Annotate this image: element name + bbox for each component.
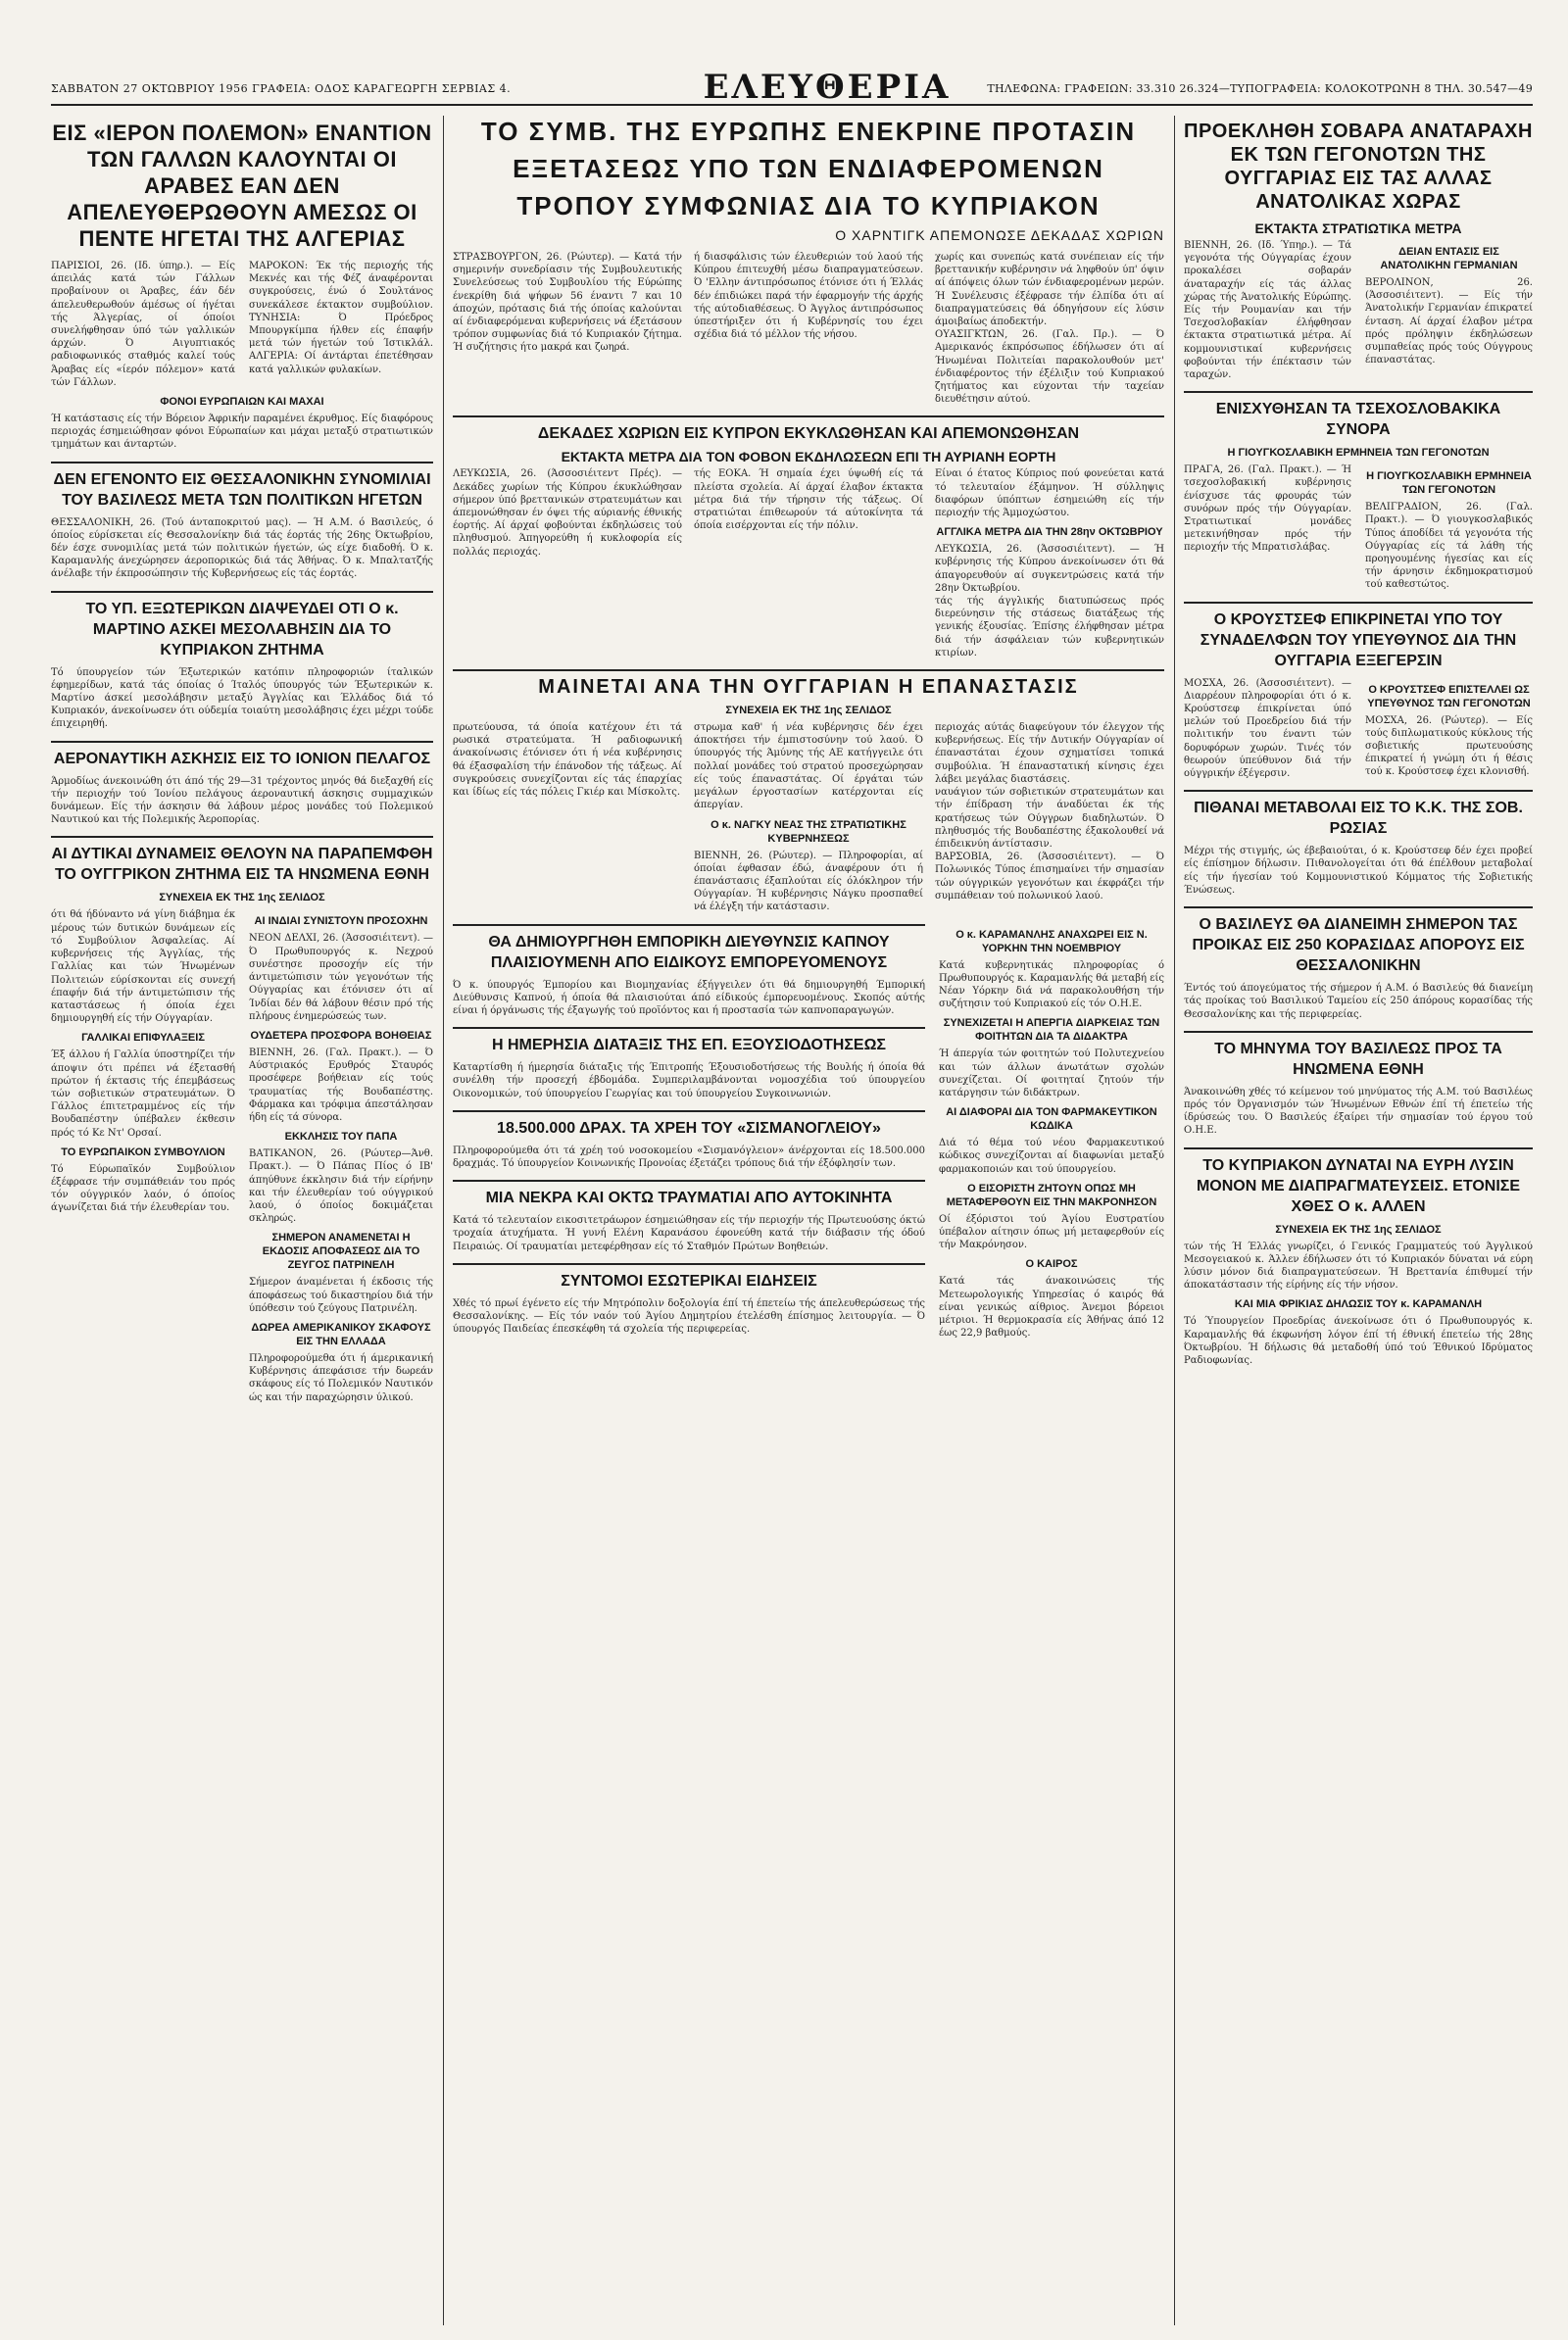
article-headline: Ο ΚΡΟΥΣΤΣΕΦ ΕΠΙΚΡΙΝΕΤΑΙ ΥΠΟ ΤΟΥ ΣΥΝΑΔΕΛΦΩΝ ΤΟΥ ΥΠΕΥΘΥΝΟΣ ΔΙΑ ΤΗΝ ΟΥΓΓΑΡΙΑ ΕΞΕΓΕΡΣΙΝ bbox=[1184, 602, 1533, 671]
article-text: Μέχρι τής στιγμής, ώς έβεβαιούται, ό κ. Κρούστσεφ δέν έχει προβεί είς έπίσημον δήλωσιν. Πιθανολογείται ότι θά έπέλθουν μεταβολαί είς τήν ήγεσίαν τού Κομμουνιστικού Κόμματος τής Σοβιετικής Ένώσεως. bbox=[1184, 846, 1533, 896]
article-headline: Η ΗΜΕΡΗΣΙΑ ΔΙΑΤΑΞΙΣ ΤΗΣ ΕΠ. ΕΞΟΥΣΙΟΔΟΤΗΣΕΩΣ bbox=[453, 1027, 925, 1055]
subheadline: ΣΥΝΕΧΙΖΕΤΑΙ Η ΑΠΕΡΓΙΑ ΔΙΑΡΚΕΙΑΣ ΤΩΝ ΦΟΙΤΗΤΩΝ ΔΙΑ ΤΑ ΔΙΔΑΚΤΡΑ bbox=[943, 1017, 1160, 1044]
article-text: ΠΡΑΓΑ, 26. (Γαλ. Πρακτ.). — Ή τσεχοσλοβακική κυβέρνησις ένίσχυσε τάς φρουράς τών συνόρων πρός τήν Ούγγαρίαν. Στρατιωτικαί μονάδες μετεκινήθησαν πρός τήν περιοχήν τής Μπρατισλάβας. bbox=[1184, 464, 1351, 554]
article-text: Είναι ό έτατος Κύπριος πού φονεύεται κατά τό τελευταίον έξάμηνον. Ή σύλληψις διαφόρων ύπόπτων έσημειώθη είς τήν περιοχήν τής Άμμοχώστου. bbox=[935, 468, 1164, 519]
subheadline: ΑΙ ΔΙΑΦΟΡΑΙ ΔΙΑ ΤΟΝ ΦΑΡΜΑΚΕΥΤΙΚΟΝ ΚΩΔΙΚΑ bbox=[946, 1106, 1157, 1133]
subheadline: ΣΗΜΕΡΟΝ ΑΝΑΜΕΝΕΤΑΙ Η ΕΚΔΟΣΙΣ ΑΠΟΦΑΣΕΩΣ ΔΙΑ ΤΟ ΖΕΥΓΟΣ ΠΑΤΡΙΝΕΛΗ bbox=[262, 1232, 420, 1272]
article-text: περιοχάς αύτάς διαφεύγουν τόν έλεγχον τής κυβερνήσεως. Είς τήν Δυτικήν Ούγγαρίαν οί έπαναστάται έχουν σχηματίσει τοπικά συμβούλια. Ή έπαναστατική κίνησις έχει λάβει μεγάλας διαστάσεις. bbox=[935, 722, 1164, 785]
article-text: ΘΕΣΣΑΛΟΝΙΚΗ, 26. (Τού άνταποκριτού μας). — Ή Α.Μ. ό Βασιλεύς, ό όποίος εύρίσκεται είς Θεσσαλονίκην διά τάς έορτάς τής 26ης Όκτωβρίου, δέν έσχε συνομιλίας μετά τών πολιτικών ήγετών, ώς είχε διαδοθή. Ό κ. Καραμανλής άνεχώρησεν άεροπορικώς διά τάς Άθήνας. Ό κ. Μπαλτατζής άνέλαβε τήν έκπροσώπησιν τής Κυβερνήσεως είς τάς έορτάς. bbox=[51, 516, 433, 580]
article-headline: ΔΕΚΑΔΕΣ ΧΩΡΙΩΝ ΕΙΣ ΚΥΠΡΟΝ ΕΚΥΚΛΩΘΗΣΑΝ ΚΑΙ ΑΠΕΜΟΝΩΘΗΣΑΝ bbox=[453, 415, 1164, 444]
article-text: ναυάγιον τών σοβιετικών στρατευμάτων και τήν έπίδραση τήν άναδύεται έκ τής κρατήσεως τών Ούγγρων διαδηλωτών. Ό πληθυσμός τής Βουδαπέστης έξακολουθεί νά έπιδεικνύη άντίστασιν. bbox=[935, 787, 1164, 850]
masthead bbox=[51, 68, 1533, 107]
article-text: πρωτεύουσα, τά όποία κατέχουν έτι τά ρωσικά στρατεύματα. Ή ραδιοφωνική άνακοίνωσις έτόνισεν ότι ή νέα κυβέρνησις θά έξασφαλίση τήν έπάνοδον τής τάξεως. Αί συγκρούσεις συνεχίζονται είς τάς έπαρχίας και ίδίως είς τάς πόλεις Γκιέρ και Μίσκολτς. bbox=[453, 722, 682, 799]
article-headline: ΔΕΝ ΕΓΕΝΟΝΤΟ ΕΙΣ ΘΕΣΣΑΛΟΝΙΚΗΝ ΣΥΝΟΜΙΛΙΑΙ ΤΟΥ ΒΑΣΙΛΕΩΣ ΜΕΤΑ ΤΩΝ ΠΟΛΙΤΙΚΩΝ ΗΓΕΤΩΝ bbox=[51, 462, 433, 511]
article-headline: ΘΑ ΔΗΜΙΟΥΡΓΗΘΗ ΕΜΠΟΡΙΚΗ ΔΙΕΥΘΥΝΣΙΣ ΚΑΠΝΟΥ ΠΛΑΙΣΙΟΥΜΕΝΗ ΑΠΟ ΕΙΔΙΚΟΥΣ ΕΜΠΟΡΕΥΟΜΕΝΟΥΣ bbox=[453, 924, 925, 973]
article-text: ΟΥΑΣΙΓΚΤΩΝ, 26. (Γαλ. Πρ.). — Ό Αμερικανός έκπρόσωπος έδήλωσεν ότι αί Ήνωμέναι Πολιτείαι παρακολουθούν μετ' ένδιαφέροντος τήν έξέλιξιν τού Κυπριακού ζητήματος και εύχονται τήν ταχείαν διευθέτησιν αύτού. bbox=[935, 329, 1164, 406]
subheadline: ΑΓΓΛΙΚΑ ΜΕΤΡΑ ΔΙΑ ΤΗΝ 28ην ΟΚΤΩΒΡΙΟΥ bbox=[936, 526, 1163, 539]
article-text: ΒΑΤΙΚΑΝΟΝ, 26. (Ρώυτερ—Άνθ. Πρακτ.). — Ό Πάπας Πίος ό ΙΒ' άπηύθυνε έκκλησιν διά τήν είρήνην και τήν έλευθερίαν τού ούγγρικού λαού, ό όποίος δοκιμάζεται σκληρώς. bbox=[249, 1148, 433, 1225]
article-text: ΜΟΣΧΑ, 26. (Ρώυτερ). — Είς τούς διπλωματικούς κύκλους τής σοβιετικής πρωτευούσης έπικρατεί ή γνώμη ότι ή θέσις τού κ. Κρούστσεφ έχει κλονισθή. bbox=[1365, 714, 1533, 778]
continuation-note: ΣΥΝΕΧΕΙΑ ΕΚ ΤΗΣ 1ης ΣΕΛΙΔΟΣ bbox=[159, 892, 325, 904]
main-headline: ΕΞΕΤΑΣΕΩΣ ΥΠΟ ΤΩΝ ΕΝΔΙΑΦΕΡΟΜΕΝΩΝ bbox=[513, 154, 1104, 183]
article-text: Άρμοδίως άνεκοινώθη ότι άπό τής 29—31 τρέχοντος μηνός θά διεξαχθή είς τήν περιοχήν τού Ίονίου πελάγους άεροναυτική άσκησις συμμαχικών δυνάμεων. Είς τήν άσκησιν θά λάβουν μέρος μονάδες τού Πολεμικού Ναυτικού και τής Πολεμικής Άεροπορίας. bbox=[51, 775, 433, 826]
article-text: Καταρτίσθη ή ήμερησία διάταξις τής Έπιτροπής Έξουσιοδοτήσεως τής Βουλής ή όποία θά συνέλθη τήν προσεχή έβδομάδα. Συμπεριλαμβάνονται νομοσχέδια τού ύπουργείου Οικονομικών, τού ύπουργείου Γεωργίας και τού ύπουργείου Συγκοινωνιών. bbox=[453, 1062, 925, 1099]
article-text: Πληροφορούμεθα ότι τά χρέη τού νοσοκομείου «Σισμανόγλειον» άνέρχονται είς 18.500.000 δραχμάς. Τό ύπουργείον Κοινωνικής Προνοίας έξετάζει τρόπους διά τήν έξόφλησίν των. bbox=[453, 1145, 925, 1169]
subheadline: ΟΥΔΕΤΕΡΑ ΠΡΟΣΦΟΡΑ ΒΟΗΘΕΙΑΣ bbox=[250, 1029, 432, 1042]
weather-heading: Ο ΚΑΙΡΟΣ bbox=[1025, 1258, 1078, 1271]
article-text: χωρίς και συνεπώς κατά συνέπειαν είς τήν βρεττανικήν κυβέρνησιν νά ληφθούν ύπ' όψιν αί άπόψεις όλων τών ένδιαφερομένων μερών. Ή Συνέλευσις έξέφρασε τήν έλπίδα ότι αί διαπραγματεύσεις θά όδηγήσουν είς λύσιν άμοιβαίως άποδεκτήν. bbox=[935, 252, 1164, 328]
article-text: ΒΙΕΝΝΗ, 26. (Ιδ. Ύπηρ.). — Τά γεγονότα τής Ούγγαρίας έχουν προκαλέσει σοβαράν άναταραχήν είς τάς άλλας χώρας τής Άνατολικής Εύρώπης. Είς τήν Ρουμανίαν και τήν Τσεχοσλοβακίαν έλήφθησαν έκτακτα στρατιωτικά μέτρα. Αί κομμουνιστικαί κυβερνήσεις φοβούνται τήν έπέκτασιν τών ταραχών. bbox=[1184, 240, 1351, 381]
continuation-note: ΣΥΝΕΧΕΙΑ ΕΚ ΤΗΣ 1ης ΣΕΛΙΔΟΣ bbox=[1275, 1223, 1442, 1236]
main-subheadline: Ο ΧΑΡΝΤΙΓΚ ΑΠΕΜΟΝΩΣΕ ΔΕΚΑΔΑΣ ΧΩΡΙΩΝ bbox=[835, 227, 1164, 243]
article-text: ΜΑΡΟΚΟΝ: Έκ τής περιοχής τής Μεκνές και τής Φέζ άναφέρονται συγκρούσεις, ένώ ό Σουλτάνος συνεκάλεσε έκτακτον συμβούλιον. ΤΥΝΗΣΙΑ: Ό Πρόεδρος Μπουργκίμπα ήλθεν είς έπαφήν μετά τών ήγετών τού Ίστικλάλ. ΑΛΓΕΡΙΑ: Οί άντάρται έπετέθησαν κατά γαλλικών φυλακίων. bbox=[249, 261, 433, 375]
subheadline: ΚΑΙ ΜΙΑ ΦΡΙΚΙΑΣ ΔΗΛΩΣΙΣ ΤΟΥ κ. ΚΑΡΑΜΑΝΛΗ bbox=[1234, 1298, 1483, 1311]
article-text: Έντός τού άπογεύματος τής σήμερον ή Α.Μ. ό Βασιλεύς θά διανείμη τάς προίκας τού Βασιλικού Ταμείου είς 250 άπόρους κορασίδας τής Θεσσαλονίκης και τής περιφερείας. bbox=[1184, 983, 1533, 1020]
subheadline: Ο ΕΙΣΟΡΙΣΤΗ ΖΗΤΟΥΝ ΟΠΩΣ ΜΗ ΜΕΤΑΦΕΡΘΟΥΝ ΕΙΣ ΤΗΝ ΜΑΚΡΟΝΗΣΟΝ bbox=[946, 1182, 1157, 1208]
article-text: Κατά κυβερνητικάς πληροφορίας ό Πρωθυπουργός κ. Καραμανλής θά μεταβή είς Νέαν Υόρκην διά νά παρακολουθήση τήν συζήτησιν τού Κυπριακού είς τόν Ο.Η.Ε. bbox=[939, 959, 1164, 1010]
article-text: ΒΑΡΣΟΒΙΑ, 26. (Άσσοσιέιτεντ). — Ό Πολωνικός Τύπος έπισημαίνει τήν σημασίαν τών ούγγρικών γεγονότων και έκφράζει τήν συμπάθειαν τού πολωνικού λαού. bbox=[935, 852, 1164, 902]
article-headline: 18.500.000 ΔΡΑΧ. ΤΑ ΧΡΕΗ ΤΟΥ «ΣΙΣΜΑΝΟΓΛΕΙΟΥ» bbox=[453, 1110, 925, 1139]
main-headline: ΤΡΟΠΟΥ ΣΥΜΦΩΝΙΑΣ ΔΙΑ ΤΟ ΚΥΠΡΙΑΚΟΝ bbox=[516, 191, 1101, 220]
article-text: Τό Εύρωπαϊκόν Συμβούλιον έξέφρασε τήν συμπάθειάν του πρός τόν ούγγρικόν λαόν, ό όποίος άγωνίζεται διά τήν έλευθερίαν του. bbox=[51, 1163, 235, 1214]
article-headline: ΣΥΝΤΟΜΟΙ ΕΣΩΤΕΡΙΚΑΙ ΕΙΔΗΣΕΙΣ bbox=[453, 1263, 925, 1292]
article-headline: ΤΟ ΜΗΝΥΜΑ ΤΟΥ ΒΑΣΙΛΕΩΣ ΠΡΟΣ ΤΑ ΗΝΩΜΕΝΑ ΕΘΝΗ bbox=[1184, 1031, 1533, 1080]
subheadline: ΓΑΛΛΙΚΑΙ ΕΠΙΦΥΛΑΞΕΙΣ bbox=[81, 1032, 205, 1045]
article-headline: ΕΙΣ «ΙΕΡΟΝ ΠΟΛΕΜΟΝ» ΕΝΑΝΤΙΟΝ ΤΩΝ ΓΑΛΛΩΝ ΚΑΛΟΥΝΤΑΙ ΟΙ ΑΡΑΒΕΣ ΕΑΝ ΔΕΝ ΑΠΕΛΕΥΘΕΡΩΘΟΥΝ ΑΜΕΣΩΣ ΟΙ ΠΕΝΤΕ ΗΓΕΤΑΙ ΤΗΣ ΑΛΓΕΡΙΑΣ bbox=[52, 121, 432, 251]
subheadline: ΤΟ ΕΥΡΩΠΑΙΚΟΝ ΣΥΜΒΟΥΛΙΟΝ bbox=[61, 1146, 225, 1158]
newspaper-title: ΕΛΕΥΘΕΡΙΑ bbox=[703, 68, 952, 107]
article-text: ΠΑΡΙΣΙΟΙ, 26. (Ιδ. ύπηρ.). — Είς άπειλάς κατά τών Γάλλων προβαίνουν οι Άραβες, έάν δέν άπελευθερωθούν άμέσως οί ήγέται τής Άλγερίας, οί όποίοι συνελήφθησαν ύπό τών γαλλικών άρχών. Ό Αιγυπτιακός ραδιοφωνικός σταθμός καλεί τούς Άραβας είς «ίερόν πόλεμον» κατά τών Γάλλων. bbox=[51, 261, 235, 388]
subheadline: Η ΓΙΟΥΓΚΟΣΛΑΒΙΚΗ ΕΡΜΗΝΕΙΑ ΤΩΝ ΓΕΓΟΝΟΤΩΝ bbox=[1366, 470, 1532, 497]
article-text: Ό κ. ύπουργός Έμπορίου και Βιομηχανίας έξήγγειλεν ότι θά δημιουργηθή Έμπορική Διεύθυνσις Καπνού, ή όποία θά πλαισιούται άπό είδικούς έμπορευομένους. Σκοπός αύτής είναι ή όργάνωσις τής έξαγωγής τού προϊόντος και ή προστασία τών καπνοπαραγωγών. bbox=[453, 979, 925, 1016]
article-text: τάς τής άγγλικής διατυπώσεως πρός διερεύνησιν τής στάσεως διατάξεως τής γενικής έξουσίας. Έπίσης έλήφθησαν μέτρα διά τήν άσφάλειαν τών κυβερνητικών κτιρίων. bbox=[935, 596, 1164, 658]
article-text: Κατά τό τελευταίον εικοσιτετράωρον έσημειώθησαν είς τήν περιοχήν τής Πρωτευούσης όκτώ τροχαία άτυχήματα. Ή γυνή Ελένη Καρανάσου έφονεύθη κατά τήν διάβασιν τής όδού Πειραιώς. Οί τραυματίαι μετεφέρθησαν είς τό Σταθμόν Πρώτων Βοηθειών. bbox=[453, 1215, 925, 1252]
article-text: ΛΕΥΚΩΣΙΑ, 26. (Άσσοσιέιτεντ). — Ή κυβέρνησις τής Κύπρου άνεκοίνωσεν ότι θά άπαγορευθούν αί συγκεντρώσεις κατά τήν 28ην Όκτωβρίου. bbox=[935, 544, 1164, 594]
subheadline: ΕΚΤΑΚΤΑ ΣΤΡΑΤΙΩΤΙΚΑ ΜΕΤΡΑ bbox=[1254, 220, 1462, 236]
article-text: Ή κατάστασις είς τήν Βόρειον Άφρικήν παραμένει έκρυθμος. Είς διαφόρους περιοχάς έσημειώθησαν φόνοι Εύρωπαίων και μάχαι μεταξύ στρατιωτικών τμημάτων και άνταρτών. bbox=[51, 414, 433, 451]
article-text: ΝΕΟΝ ΔΕΛΧΙ, 26. (Άσσοσιέιτεντ). — Ό Πρωθυπουργός κ. Νεχρού συνέστησε προσοχήν είς τήν άντιμετώπισιν τών γεγονότων τής Ούγγαρίας και έτόνισεν ότι αί Ίνδίαι δέν θά λάβουν θέσιν πρό τής πλήρους ένημερώσεώς των. bbox=[249, 933, 433, 1022]
article-text: Τό Ύπουργείον Προεδρίας άνεκοίνωσε ότι ό Πρωθυπουργός κ. Καραμανλής θά έκφωνήση λόγον έπί τή έθνική έπετείω τής 28ης Όκτωβρίου. Ή δήλωσις θά μεταδοθή ύπό τού Έθνικού Ιδρύματος Ραδιοφωνίας. bbox=[1184, 1316, 1533, 1366]
article-headline: ΠΡΟΕΚΛΗΘΗ ΣΟΒΑΡΑ ΑΝΑΤΑΡΑΧΗ ΕΚ ΤΩΝ ΓΕΓΟΝΟΤΩΝ ΤΗΣ ΟΥΓΓΑΡΙΑΣ ΕΙΣ ΤΑΣ ΑΛΛΑΣ ΑΝΑΤΟΛΙΚΑΣ ΧΩΡΑΣ bbox=[1184, 121, 1533, 213]
column-rule bbox=[443, 116, 444, 2325]
masthead-phones: ΤΗΛΕΦΩΝΑ: ΓΡΑΦΕΙΩΝ: 33.310 26.324—ΤΥΠΟΓΡΑΦΕΙΑ: ΚΟΛΟΚΟΤΡΩΝΗ 8 ΤΗΛ. 30.547—49 bbox=[987, 82, 1533, 95]
article-text: Άνακοινώθη χθές τό κείμενον τού μηνύματος τής Α.Μ. τού Βασιλέως πρός τόν Όργανισμόν τών Ήνωμένων Εθνών έπί τή έπετείω τής ίδρύσεώς του. Ό Βασιλεύς έξαίρει τήν σημασίαν τού έργου τού Ο.Η.Ε. bbox=[1184, 1086, 1533, 1137]
article-headline: Ο ΒΑΣΙΛΕΥΣ ΘΑ ΔΙΑΝΕΙΜΗ ΣΗΜΕΡΟΝ ΤΑΣ ΠΡΟΙΚΑΣ ΕΙΣ 250 ΚΟΡΑΣΙΔΑΣ ΑΠΟΡΟΥΣ ΕΙΣ ΘΕΣΣΑΛΟΝΙΚΗΝ bbox=[1184, 906, 1533, 976]
article-text: Διά τό θέμα τού νέου Φαρμακευτικού κώδικος συνεχίζονται αί διαφωνίαι μεταξύ φαρμακοποιών και τού ύπουργείου. bbox=[939, 1138, 1164, 1175]
article-text: στρωμα καθ' ή νέα κυβέρνησις δέν έχει άποκτήσει τήν έμπιστοσύνην τού λαού. Ό ύπουργός τής Άμύνης τής ΑΕ κατήγγειλε ότι πολλαί μονάδες τού στρατού προσεχώρησαν είς τούς έπαναστάτας. Οί έργάται τών μεγάλων έργοστασίων κατέρχονται είς άπεργίαν. bbox=[694, 722, 923, 811]
article-text: ΛΕΥΚΩΣΙΑ, 26. (Άσσοσιέιτεντ Πρές). — Δεκάδες χωρίων τής Κύπρου έκυκλώθησαν σήμερον ύπό βρεττανικών στρατευμάτων και άπεμονώθησαν έν όψει τής αύριανής έθνικής έορτής. Αί άρχαί φοβούνται έκδηλώσεις τού πληθυσμού. Άπηγορεύθη ή κυκλοφορία είς πολλάς περιοχάς. bbox=[453, 468, 682, 558]
article-text: Οί έξόριστοι τού Άγίου Ευστρατίου ύπέβαλον αίτησιν όπως μή μεταφερθούν είς τήν Μακρόνησον. bbox=[939, 1213, 1164, 1251]
article-text: ΜΟΣΧΑ, 26. (Άσσοσιέιτεντ). — Διαρρέουν πληροφορίαι ότι ό κ. Κρούστσεφ έπικρίνεται ύπό μελών τού Προεδρείου διά τήν πολιτικήν του έναντι τών δορυφόρων χωρών. Τινές τόν θεωρούν ύπεύθυνον διά τήν ούγγρικήν έξέγερσιν. bbox=[1184, 677, 1351, 780]
subheadline: Ο κ. ΚΑΡΑΜΑΝΛΗΣ ΑΝΑΧΩΡΕΙ ΕΙΣ Ν. ΥΟΡΚΗΝ ΤΗΝ ΝΟΕΜΒΡΙΟΥ bbox=[956, 928, 1148, 954]
article-headline: ΤΟ ΚΥΠΡΙΑΚΟΝ ΔΥΝΑΤΑΙ ΝΑ ΕΥΡΗ ΛΥΣΙΝ ΜΟΝΟΝ ΜΕ ΔΙΑΠΡΑΓΜΑΤΕΥΣΕΙΣ. ΕΤΟΝΙΣΕ ΧΘΕΣ Ο κ. ΑΛΛΕΝ bbox=[1184, 1147, 1533, 1217]
article-text: Τό ύπουργείον τών Έξωτερικών κατόπιν πληροφοριών ίταλικών έφημερίδων, κατά τάς όποίας ό Ίταλός ύπουργός τών Έξωτερικών κ. Μαρτίνο άσκεί μεσολάβησιν μεταξύ Άγγλίας και Έλλάδος διά τό Κυπριακόν, άνεκοίνωσεν ότι ούδεμία τοιαύτη μεσολάβησις έχει μέχρι τούδε έπιχειρηθή. bbox=[51, 666, 433, 730]
article-text: ή διασφάλισις τών έλευθεριών τού λαού τής Κύπρου έπιτευχθή μέσω διαπραγματεύσεων. Ό 'Ελλην άντιπρόσωπος έτόνισε ότι ή Έλλάς δέν έπιδιώκει παρά τήν έφαρμογήν τής άρχής τής αύτοδιαθέσεως. Ό Άγγλος άντιπρόσωπος ύπεστήριξεν ότι ή Κυβέρνησίς του έχει σχέδια διά τό μέλλον τής νήσου. bbox=[694, 252, 923, 341]
article-headline: ΜΙΑ ΝΕΚΡΑ ΚΑΙ ΟΚΤΩ ΤΡΑΥΜΑΤΙΑΙ ΑΠΟ ΑΥΤΟΚΙΝΗΤΑ bbox=[453, 1180, 925, 1208]
continuation-note: ΣΥΝΕΧΕΙΑ ΕΚ ΤΗΣ 1ης ΣΕΛΙΔΟΣ bbox=[725, 705, 892, 717]
article-text: τών τής Ή Έλλάς γνωρίζει, ό Γενικός Γραμματεύς τού Άγγλικού Μεσογειακού κ. Άλλεν έδήλωσεν ότι τό Κυπριακόν δύναται νά εύρη λύσιν μόνον διά διαπραγματεύσεων. Ή Βρεττανία έπιθυμεί τήν άποκατάστασιν τής είρήνης είς τήν νήσον. bbox=[1184, 1241, 1533, 1292]
subheadline: Ο ΚΡΟΥΣΤΣΕΦ ΕΠΙΣΤΕΛΛΕΙ ΩΣ ΥΠΕΥΘΥΝΟΣ ΤΩΝ ΓΕΓΟΝΟΤΩΝ bbox=[1367, 683, 1531, 709]
article-text: ΒΕΡΟΛΙΝΟΝ, 26. (Άσσοσιέιτεντ). — Είς τήν Άνατολικήν Γερμανίαν έπικρατεί ένταση. Αί άρχαί έλαβον μέτρα πρός πρόληψιν έκδηλώσεων συμπαθείας πρός τούς Ούγγρους έπαναστάτας. bbox=[1365, 277, 1533, 366]
subheadline: Ο κ. ΝΑΓΚΥ ΝΕΑΣ ΤΗΣ ΣΤΡΑΤΙΩΤΙΚΗΣ ΚΥΒΕΡΝΗΣΕΩΣ bbox=[710, 818, 906, 845]
column-rule bbox=[1174, 116, 1175, 2325]
subheadline: ΔΩΡΕΑ ΑΜΕΡΙΚΑΝΙΚΟΥ ΣΚΑΦΟΥΣ ΕΙΣ ΤΗΝ ΕΛΛΑΔΑ bbox=[251, 1321, 431, 1347]
masthead-date-address: ΣΑΒΒΑΤΟΝ 27 ΟΚΤΩΒΡΙΟΥ 1956 ΓΡΑΦΕΙΑ: ΟΔΟΣ ΚΑΡΑΓΕΩΡΓΗ ΣΕΡΒΙΑΣ 4. bbox=[51, 82, 512, 95]
subheadline: ΕΚΚΛΗΣΙΣ ΤΟΥ ΠΑΠΑ bbox=[284, 1131, 398, 1144]
subheadline: ΦΟΝΟΙ ΕΥΡΩΠΑΙΩΝ ΚΑΙ ΜΑΧΑΙ bbox=[160, 396, 324, 409]
article-text: τής ΕΟΚΑ. Ή σημαία έχει ύψωθή είς τά πλείστα σχολεία. Αί άρχαί έλαβον έκτακτα μέτρα διά τήν τήρησιν τής τάξεως. Οί στρατιώται έπιθεωρούν τά αύτοκίνητα τά όποία εισέρχονται είς τήν πόλιν. bbox=[694, 468, 923, 532]
article-text: ότι θά ήδύναντο νά γίνη διάβημα έκ μέρους τών δυτικών δυνάμεων είς τό Συμβούλιον Άσφαλείας. Αί κυβερνήσεις τής Άγγλίας, τής Γαλλίας και τών Ήνωμένων Πολιτειών εύρίσκονται είς συνεχή έπαφήν διά τήν άντιμετώπισιν τής καταστάσεως ή όποία έχει δημιουργηθή είς τήν Ούγγαρίαν. bbox=[51, 909, 235, 1025]
article-text: ΒΕΛΙΓΡΑΔΙΟΝ, 26. (Γαλ. Πρακτ.). — Ό γιουγκοσλαβικός Τύπος άποδίδει τά γεγονότα τής Ούγγαρίας είς τά λάθη τής προηγουμένης ήγεσίας και είς τήν άρνησιν έκδημοκρατισμού τού καθεστώτος. bbox=[1365, 502, 1533, 591]
article-text: Έξ άλλου ή Γαλλία ύποστηρίζει τήν άποψιν ότι πρέπει νά έξετασθή πρώτον ή έκτασις τής έπεμβάσεως τών σοβιετικών στρατευμάτων. Ό Γάλλος έπιτετραμμένος είς τήν Βουδαπέστην ύπέβαλεν έκθεσιν πρός τό Κε Ντ' Ορσαί. bbox=[51, 1049, 235, 1139]
article-text: ΒΙΕΝΝΗ, 26. (Γαλ. Πρακτ.). — Ό Αύστριακός Ερυθρός Σταυρός προσέφερε βοήθειαν είς τούς τραυματίας τής Βουδαπέστης. Φάρμακα και τρόφιμα άπεστάλησαν ήδη είς τά σύνορα. bbox=[249, 1047, 433, 1123]
subheadline: ΕΚΤΑΚΤΑ ΜΕΤΡΑ ΔΙΑ ΤΟΝ ΦΟΒΟΝ ΕΚΔΗΛΩΣΕΩΝ ΕΠΙ ΤΗ ΑΥΡΙΑΝΗ ΕΟΡΤΗ bbox=[561, 449, 1056, 465]
weather-text: Κατά τάς άνακοινώσεις τής Μετεωρολογικής Υπηρεσίας ό καιρός θά είναι γενικώς αίθριος. Άνεμοι βόρειοι μέτριοι. Ή θερμοκρασία είς Άθήνας άπό 12 έως 22,9 βαθμούς. bbox=[939, 1276, 1164, 1340]
article-headline: ΠΙΘΑΝΑΙ ΜΕΤΑΒΟΛΑΙ ΕΙΣ ΤΟ Κ.Κ. ΤΗΣ ΣΟΒ. ΡΩΣΙΑΣ bbox=[1184, 790, 1533, 839]
article-headline: ΜΑΙΝΕΤΑΙ ΑΝΑ ΤΗΝ ΟΥΓΓΑΡΙΑΝ Η ΕΠΑΝΑΣΤΑΣΙΣ bbox=[453, 669, 1164, 698]
subheadline: Η ΓΙΟΥΓΚΟΣΛΑΒΙΚΗ ΕΡΜΗΝΕΙΑ ΤΩΝ ΓΕΓΟΝΟΤΩΝ bbox=[1227, 447, 1490, 460]
right-column bbox=[1184, 116, 1533, 2325]
article-text: Χθές τό πρωί έγένετο είς τήν Μητρόπολιν δοξολογία έπί τή έπετείω τής άπελευθερώσεως τής Θεσσαλονίκης. — Είς τόν ναόν τού Άγίου Δημητρίου έτελέσθη έπίσημος λειτουργία. — Ό ύπουργός Παιδείας έπεσκέφθη τά σχολεία τής περιφερείας. bbox=[453, 1297, 925, 1336]
main-headline: ΤΟ ΣΥΜΒ. ΤΗΣ ΕΥΡΩΠΗΣ ΕΝΕΚΡΙΝΕ ΠΡΟΤΑΣΙΝ bbox=[480, 117, 1137, 146]
left-column bbox=[51, 116, 433, 2325]
subheadline: ΑΙ ΙΝΔΙΑΙ ΣΥΝΙΣΤΟΥΝ ΠΡΟΣΟΧΗΝ bbox=[254, 915, 428, 928]
article-text: Σήμερον άναμένεται ή έκδοσις τής άποφάσεως τού δικαστηρίου διά τήν ύπόθεσιν τού ζεύγους Πατρινέλη. bbox=[249, 1277, 433, 1314]
article-headline: ΑΙ ΔΥΤΙΚΑΙ ΔΥΝΑΜΕΙΣ ΘΕΛΟΥΝ ΝΑ ΠΑΡΑΠΕΜΦΘΗ ΤΟ ΟΥΓΓΡΙΚΟΝ ΖΗΤΗΜΑ ΕΙΣ ΤΑ ΗΝΩΜΕΝΑ ΕΘΝΗ bbox=[51, 836, 433, 885]
article-text: Ή άπεργία τών φοιτητών τού Πολυτεχνείου και τών άλλων άνωτάτων σχολών συνεχίζεται. Οί φοιτηταί ζητούν τήν κατάργησιν τών διδάκτρων. bbox=[939, 1048, 1164, 1098]
subheadline: ΔΕΙΑΝ ΕΝΤΑΣΙΣ ΕΙΣ ΑΝΑΤΟΛΙΚΗΝ ΓΕΡΜΑΝΙΑΝ bbox=[1380, 246, 1518, 271]
article-headline: ΑΕΡΟΝΑΥΤΙΚΗ ΑΣΚΗΣΙΣ ΕΙΣ ΤΟ ΙΟΝΙΟΝ ΠΕΛΑΓΟΣ bbox=[51, 741, 433, 769]
article-text: ΣΤΡΑΣΒΟΥΡΓΟΝ, 26. (Ρώυτερ). — Κατά τήν σημερινήν συνεδρίασιν τής Συμβουλευτικής Συνελεύσεως τού Συμβουλίου τής Εύρώπης ένεκρίθη διά ψήφων 56 έναντι 7 και 10 άποχών, πρότασις διά τής όποίας καλούνται αί ένδιαφερόμεναι κυβερνήσεις νά έξετάσουν τρόπον συμφωνίας διά τό Κυπριακόν ζήτημα. Ή συζήτησις ήτο μακρά και ζωηρά. bbox=[453, 252, 682, 354]
article-text: Πληροφορούμεθα ότι ή άμερικανική Κυβέρνησις άπεφάσισε τήν δωρεάν σκάφους είς τό Πολεμικόν Ναυτικόν ώς και τήν παραχώρησιν ύλικού. bbox=[249, 1352, 433, 1403]
article-headline: ΕΝΙΣΧΥΘΗΣΑΝ ΤΑ ΤΣΕΧΟΣΛΟΒΑΚΙΚΑ ΣΥΝΟΡΑ bbox=[1184, 391, 1533, 440]
article-text: ΒΙΕΝΝΗ, 26. (Ρώυτερ). — Πληροφορίαι, αί όποίαι έφθασαν έδώ, άναφέρουν ότι ή έπανάστασις έξαπλούται είς όλόκληρον τήν Ούγγαρίαν. Ή κυβέρνησις Νάγκυ προσπαθεί νά έλέγξη τήν κατάστασιν. bbox=[694, 850, 923, 913]
article-headline: ΤΟ ΥΠ. ΕΞΩΤΕΡΙΚΩΝ ΔΙΑΨΕΥΔΕΙ ΟΤΙ Ο κ. ΜΑΡΤΙΝΟ ΑΣΚΕΙ ΜΕΣΟΛΑΒΗΣΙΝ ΔΙΑ ΤΟ ΚΥΠΡΙΑΚΟΝ ΖΗΤΗΜΑ bbox=[51, 591, 433, 660]
center-section bbox=[453, 116, 1164, 2325]
